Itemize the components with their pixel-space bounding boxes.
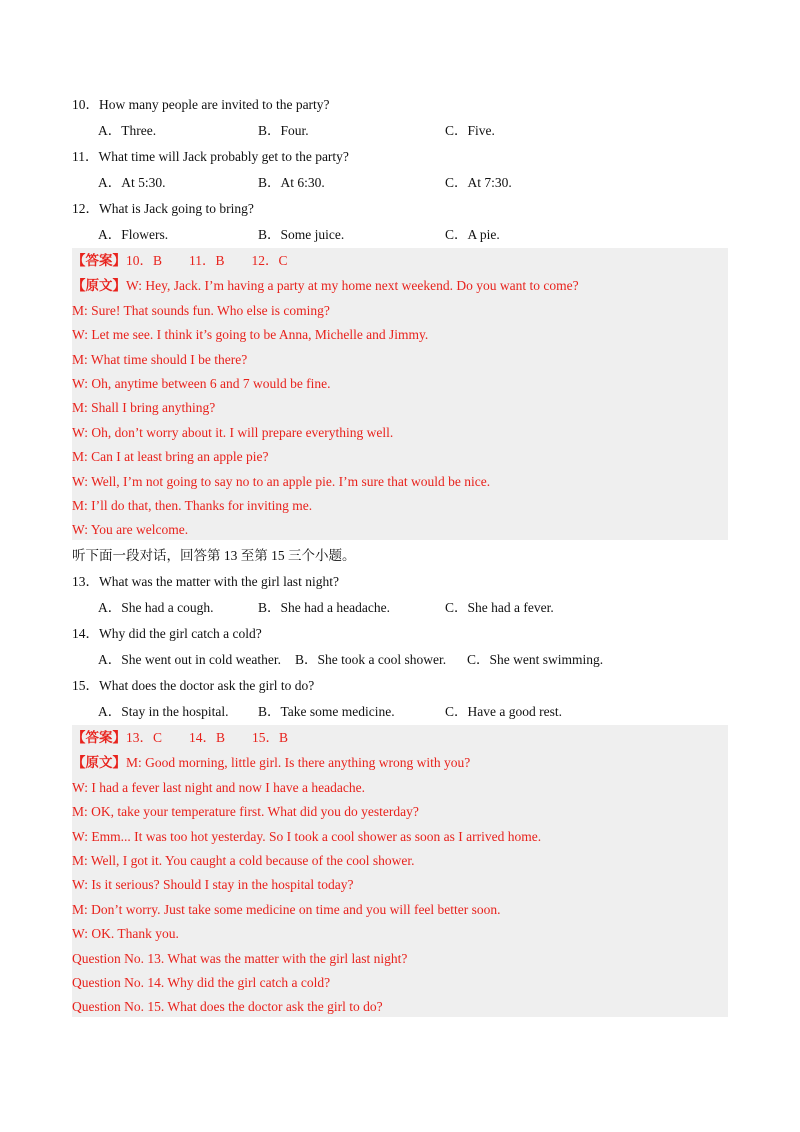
question-15-option-b: B．Take some medicine. xyxy=(258,704,395,719)
transcript-line: W: You are welcome. xyxy=(72,522,189,537)
question-10-option-b: B．Four. xyxy=(258,123,309,138)
transcript-line: W: Oh, anytime between 6 and 7 would be fine. xyxy=(72,376,331,391)
question-12-option-b: B．Some juice. xyxy=(258,227,345,242)
transcript-1-first-line xyxy=(72,277,579,295)
question-14-option-a: A．She went out in cold weather. xyxy=(98,652,281,667)
transcript-1-first-text: W: Hey, Jack. I’m having a party at my home next weekend. Do you want to come? xyxy=(126,278,579,293)
question-10-option-a: A．Three. xyxy=(98,123,157,138)
answer-2-text: 13．C 14．B 15．B xyxy=(126,730,289,745)
transcript-tag: 【原文】 xyxy=(72,278,126,293)
question-13-stem: 13．What was the matter with the girl last night? xyxy=(72,574,339,589)
question-11-option-b: B．At 6:30. xyxy=(258,175,325,190)
question-12-option-a: A．Flowers. xyxy=(98,227,169,242)
transcript-question: Question No. 13. What was the matter with the girl last night? xyxy=(72,951,408,966)
answer-tag: 【答案】 xyxy=(72,253,126,268)
question-10-option-c: C．Five. xyxy=(445,123,495,138)
section-instruction: 听下面一段对话，回答第 13 至第 15 三个小题。 xyxy=(72,548,356,563)
transcript-line: W: Let me see. I think it’s going to be Anna, Michelle and Jimmy. xyxy=(72,327,429,342)
transcript-question: Question No. 14. Why did the girl catch a cold? xyxy=(72,975,331,990)
transcript-line: W: Emm... It was too hot yesterday. So I took a cool shower as soon as I arrived home. xyxy=(72,829,542,844)
transcript-line: M: Can I at least bring an apple pie? xyxy=(72,449,269,464)
question-15-option-a: A．Stay in the hospital. xyxy=(98,704,229,719)
question-10-stem: 10．How many people are invited to the party? xyxy=(72,97,330,112)
question-12-option-c: C．A pie. xyxy=(445,227,500,242)
transcript-line: W: Oh, don’t worry about it. I will prepare everything well. xyxy=(72,425,394,440)
question-11-option-a: A．At 5:30. xyxy=(98,175,166,190)
transcript-line: M: Well, I got it. You caught a cold because of the cool shower. xyxy=(72,853,415,868)
question-15-option-c: C．Have a good rest. xyxy=(445,704,562,719)
answer-tag: 【答案】 xyxy=(72,730,126,745)
question-14-stem: 14．Why did the girl catch a cold? xyxy=(72,626,262,641)
transcript-line: M: Don’t worry. Just take some medicine on time and you will feel better soon. xyxy=(72,902,501,917)
transcript-line: W: I had a fever last night and now I have a headache. xyxy=(72,780,365,795)
question-14-option-c: C．She went swimming. xyxy=(467,652,604,667)
question-13-option-c: C．She had a fever. xyxy=(445,600,554,615)
transcript-line: W: Is it serious? Should I stay in the hospital today? xyxy=(72,877,354,892)
transcript-line: M: OK, take your temperature first. What did you do yesterday? xyxy=(72,804,419,819)
question-11-option-c: C．At 7:30. xyxy=(445,175,512,190)
question-13-option-b: B．She had a headache. xyxy=(258,600,390,615)
question-14-option-b: B．She took a cool shower. xyxy=(295,652,447,667)
answer-1 xyxy=(72,252,288,270)
transcript-question: Question No. 15. What does the doctor ask the girl to do? xyxy=(72,999,383,1014)
transcript-2-first-line xyxy=(72,754,470,772)
transcript-tag: 【原文】 xyxy=(72,755,126,770)
transcript-line: M: What time should I be there? xyxy=(72,352,248,367)
transcript-line: M: I’ll do that, then. Thanks for inviting me. xyxy=(72,498,313,513)
transcript-line: M: Sure! That sounds fun. Who else is coming? xyxy=(72,303,330,318)
question-15-stem: 15．What does the doctor ask the girl to do? xyxy=(72,678,315,693)
transcript-line: M: Shall I bring anything? xyxy=(72,400,216,415)
answer-1-text: 10．B 11．B 12．C xyxy=(126,253,288,268)
question-12-stem: 12．What is Jack going to bring? xyxy=(72,201,254,216)
transcript-2-first-text: M: Good morning, little girl. Is there anything wrong with you? xyxy=(126,755,471,770)
transcript-line: W: OK. Thank you. xyxy=(72,926,179,941)
question-13-option-a: A．She had a cough. xyxy=(98,600,214,615)
transcript-line: W: Well, I’m not going to say no to an apple pie. I’m sure that would be nice. xyxy=(72,474,491,489)
question-11-stem: 11．What time will Jack probably get to the party? xyxy=(72,149,349,164)
answer-2 xyxy=(72,729,288,747)
